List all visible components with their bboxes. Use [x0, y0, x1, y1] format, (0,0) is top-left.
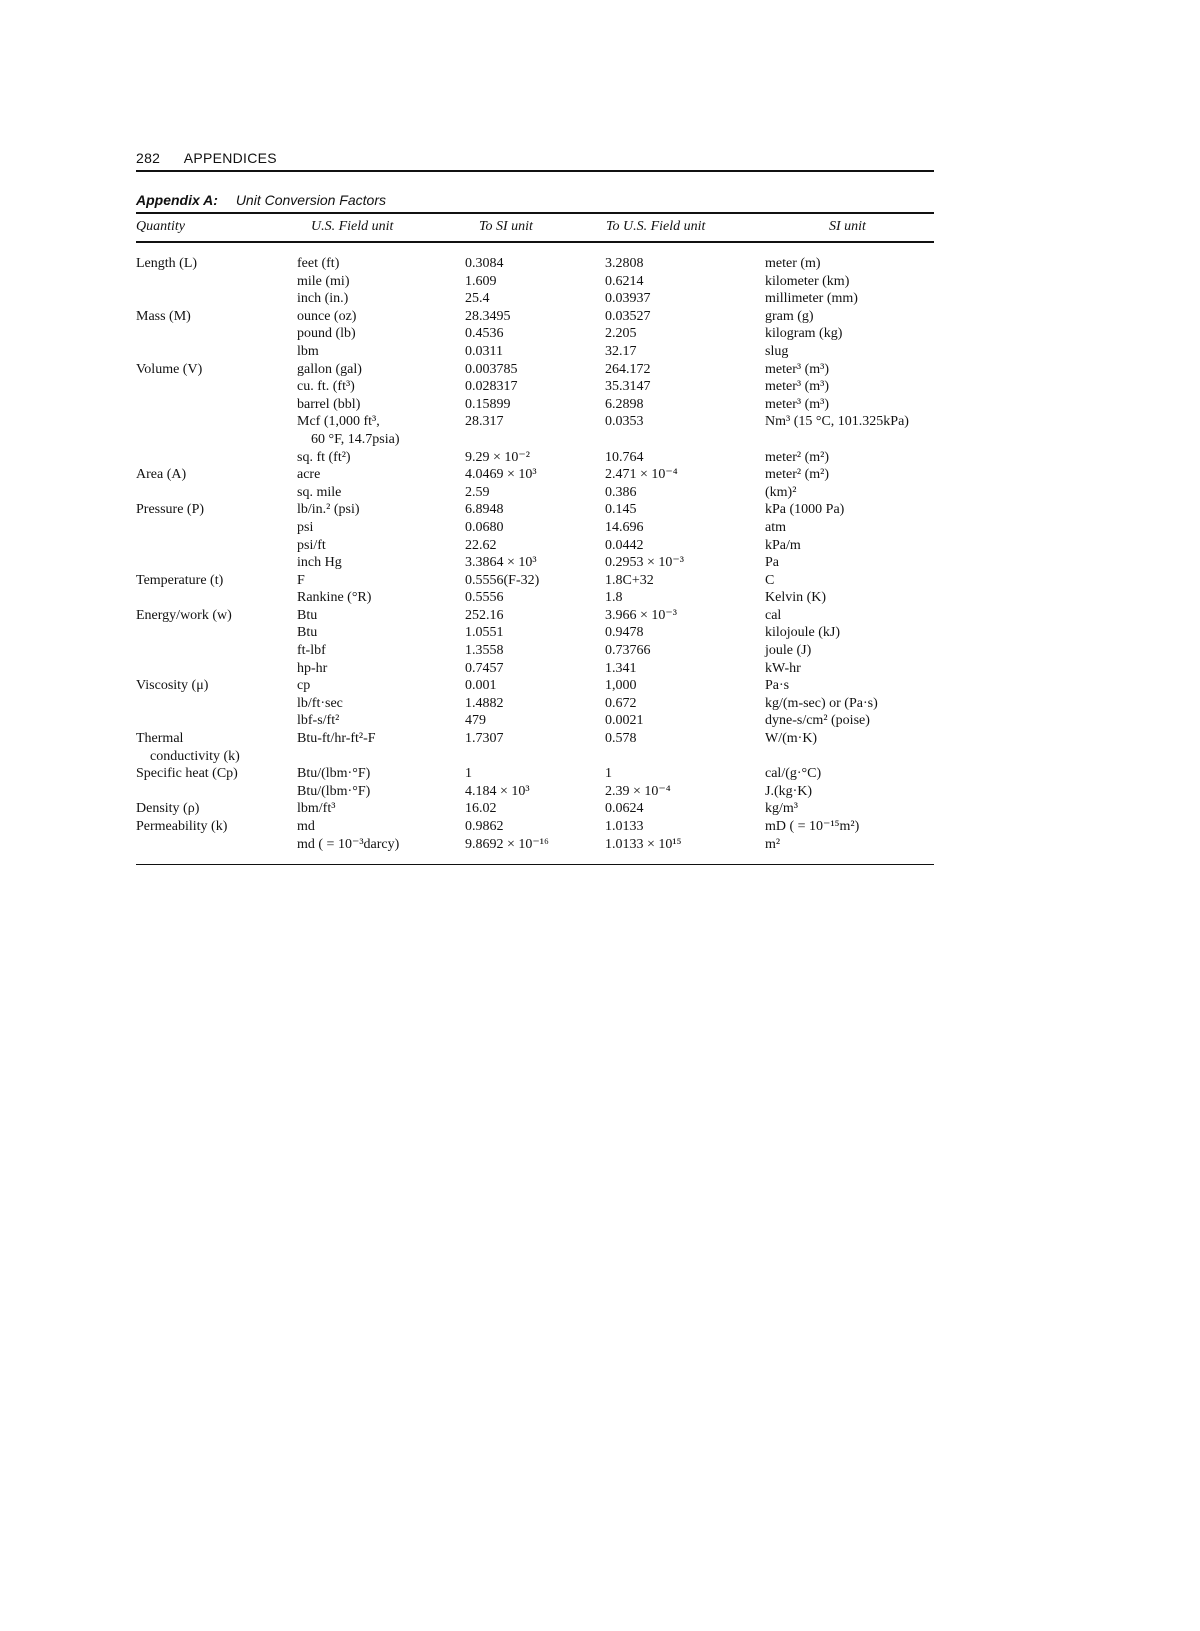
table-row [0, 537, 1200, 555]
us-field-unit-cell: barrel (bbl) [297, 396, 361, 412]
us-field-unit-cell: sq. mile [297, 484, 342, 500]
to-si-unit-cell: 1.3558 [465, 643, 504, 659]
us-field-unit-cell: gallon (gal) [297, 361, 362, 377]
to-us-field-unit-cell: 3.966 × 10⁻³ [605, 607, 677, 623]
si-unit-cell: meter³ (m³) [765, 396, 829, 412]
si-unit-cell: (km)² [765, 484, 797, 500]
us-field-unit-cell: lbm [297, 343, 319, 359]
to-si-unit-cell: 2.59 [465, 484, 490, 500]
table-row [0, 290, 1200, 308]
to-us-field-unit-cell: 10.764 [605, 449, 644, 465]
quantity-cell: conductivity (k) [150, 748, 240, 764]
to-si-unit-cell: 0.4536 [465, 326, 504, 342]
to-si-unit-cell: 0.7457 [465, 660, 504, 676]
quantity-cell: Volume (V) [136, 361, 203, 377]
us-field-unit-cell: psi [297, 519, 314, 535]
table-row [0, 413, 1200, 431]
us-field-unit-cell: hp-hr [297, 660, 328, 676]
to-si-unit-cell: 1.609 [465, 273, 497, 289]
to-us-field-unit-cell: 0.2953 × 10⁻³ [605, 555, 684, 571]
to-si-unit-cell: 9.8692 × 10⁻¹⁶ [465, 836, 549, 852]
us-field-unit-cell: Mcf (1,000 ft³, [297, 414, 380, 430]
to-si-unit-cell: 25.4 [465, 291, 490, 307]
to-si-unit-cell: 0.0311 [465, 343, 503, 359]
to-us-field-unit-cell: 32.17 [605, 343, 637, 359]
to-us-field-unit-cell: 0.145 [605, 502, 637, 518]
us-field-unit-cell: Btu [297, 607, 318, 623]
column-header-quantity: Quantity [136, 219, 185, 234]
table-bottom-rule [136, 864, 934, 865]
column-header-to-us-field-unit: To U.S. Field unit [606, 219, 706, 234]
to-si-unit-cell: 22.62 [465, 537, 497, 553]
to-us-field-unit-cell: 2.471 × 10⁻⁴ [605, 467, 678, 483]
header-rule [136, 170, 934, 172]
us-field-unit-cell: Btu-ft/hr-ft²-F [297, 731, 376, 747]
table-row [0, 308, 1200, 326]
to-si-unit-cell: 0.003785 [465, 361, 518, 377]
si-unit-cell: kg/m³ [765, 801, 798, 817]
table-row [0, 695, 1200, 713]
table-row [0, 273, 1200, 291]
to-si-unit-cell: 1.7307 [465, 731, 504, 747]
to-us-field-unit-cell: 2.205 [605, 326, 637, 342]
to-us-field-unit-cell: 1.8 [605, 590, 623, 606]
si-unit-cell: meter³ (m³) [765, 379, 829, 395]
table-title-text: Unit Conversion Factors [235, 192, 386, 208]
table-row [0, 484, 1200, 502]
to-us-field-unit-cell: 1.341 [605, 660, 637, 676]
table-row [0, 607, 1200, 625]
to-si-unit-cell: 1.4882 [465, 695, 504, 711]
si-unit-cell: Nm³ (15 °C, 101.325kPa) [765, 414, 909, 430]
si-unit-cell: kilometer (km) [765, 273, 850, 289]
si-unit-cell: J.(kg·K) [765, 783, 813, 799]
quantity-cell: Area (A) [136, 467, 187, 483]
si-unit-cell: Pa [765, 555, 779, 571]
to-us-field-unit-cell: 264.172 [605, 361, 651, 377]
to-us-field-unit-cell: 1.8C+32 [605, 572, 654, 588]
to-si-unit-cell: 252.16 [465, 607, 504, 623]
table-row [0, 624, 1200, 642]
si-unit-cell: C [765, 572, 775, 588]
table-title [136, 192, 386, 208]
to-si-unit-cell: 0.028317 [465, 379, 518, 395]
si-unit-cell: Kelvin (K) [765, 590, 827, 606]
to-si-unit-cell: 1 [465, 766, 472, 782]
to-us-field-unit-cell: 1 [605, 766, 612, 782]
si-unit-cell: kW-hr [765, 660, 801, 676]
to-us-field-unit-cell: 14.696 [605, 519, 644, 535]
us-field-unit-cell: cp [297, 678, 311, 694]
si-unit-cell: meter (m) [765, 256, 821, 271]
table-row [0, 800, 1200, 818]
to-us-field-unit-cell: 2.39 × 10⁻⁴ [605, 783, 671, 799]
us-field-unit-cell: psi/ft [297, 537, 326, 553]
to-us-field-unit-cell: 0.9478 [605, 625, 644, 641]
si-unit-cell: Pa·s [765, 678, 790, 694]
si-unit-cell: kg/(m-sec) or (Pa·s) [765, 695, 878, 711]
table-row [0, 748, 1200, 766]
table-row [0, 554, 1200, 572]
column-header-rule [136, 241, 934, 243]
table-row [0, 765, 1200, 783]
to-si-unit-cell: 0.9862 [465, 819, 504, 834]
si-unit-cell: millimeter (mm) [765, 291, 858, 307]
table-row [0, 818, 1200, 836]
si-unit-cell: cal [765, 607, 782, 623]
us-field-unit-cell: inch (in.) [297, 291, 349, 307]
si-unit-cell: meter³ (m³) [765, 361, 829, 377]
us-field-unit-cell: pound (lb) [297, 326, 356, 342]
us-field-unit-cell: lbm/ft³ [297, 801, 336, 817]
title-rule [136, 212, 934, 214]
quantity-cell: Specific heat (Cp) [136, 766, 238, 782]
to-si-unit-cell: 0.5556(F-32) [465, 572, 540, 588]
table-row [0, 589, 1200, 607]
us-field-unit-cell: cu. ft. (ft³) [297, 379, 355, 395]
to-us-field-unit-cell: 0.0353 [605, 414, 644, 430]
quantity-cell: Viscosity (μ) [136, 678, 209, 694]
table-row [0, 730, 1200, 748]
to-si-unit-cell: 479 [465, 713, 486, 729]
table-row [0, 660, 1200, 678]
us-field-unit-cell: lbf-s/ft² [297, 713, 340, 729]
si-unit-cell: meter² (m²) [765, 467, 829, 483]
table-row [0, 396, 1200, 414]
us-field-unit-cell: 60 °F, 14.7psia) [311, 431, 400, 447]
column-header-us-field-unit: U.S. Field unit [311, 219, 394, 234]
us-field-unit-cell: ounce (oz) [297, 308, 357, 324]
to-si-unit-cell: 0.5556 [465, 590, 504, 606]
to-us-field-unit-cell: 1.0133 [605, 819, 644, 834]
si-unit-cell: joule (J) [765, 643, 812, 659]
to-us-field-unit-cell: 0.0442 [605, 537, 644, 553]
table-row [0, 712, 1200, 730]
to-us-field-unit-cell: 1,000 [605, 678, 637, 694]
us-field-unit-cell: acre [297, 467, 321, 483]
us-field-unit-cell: ft-lbf [297, 643, 326, 659]
table-row [0, 677, 1200, 695]
to-si-unit-cell: 4.0469 × 10³ [465, 467, 537, 483]
si-unit-cell: kilogram (kg) [765, 326, 843, 342]
si-unit-cell: meter² (m²) [765, 449, 829, 465]
si-unit-cell: atm [765, 519, 786, 535]
table-row [0, 378, 1200, 396]
column-header-to-si-unit: To SI unit [479, 219, 533, 234]
page-number: 282 [136, 150, 161, 166]
to-si-unit-cell: 6.8948 [465, 502, 504, 518]
to-us-field-unit-cell: 0.386 [605, 484, 637, 500]
to-us-field-unit-cell: 6.2898 [605, 396, 644, 412]
to-us-field-unit-cell: 0.73766 [605, 643, 651, 659]
us-field-unit-cell: lb/in.² (psi) [297, 502, 360, 518]
us-field-unit-cell: md ( = 10⁻³darcy) [297, 836, 400, 852]
si-unit-cell: cal/(g·°C) [765, 766, 822, 782]
column-header-si-unit: SI unit [829, 219, 866, 234]
to-us-field-unit-cell: 35.3147 [605, 379, 651, 395]
table-row [0, 836, 1200, 854]
us-field-unit-cell: feet (ft) [297, 256, 340, 271]
to-us-field-unit-cell: 1.0133 × 10¹⁵ [605, 836, 682, 852]
si-unit-cell: slug [765, 343, 789, 359]
table-body [0, 255, 1200, 853]
quantity-cell: Permeability (k) [136, 819, 228, 834]
si-unit-cell: kPa (1000 Pa) [765, 502, 845, 518]
table-row [0, 501, 1200, 519]
quantity-cell: Density (ρ) [136, 801, 200, 817]
to-us-field-unit-cell: 0.0021 [605, 713, 644, 729]
quantity-cell: Energy/work (w) [136, 607, 232, 623]
us-field-unit-cell: Btu/(lbm·°F) [297, 783, 371, 799]
table-row [0, 642, 1200, 660]
quantity-cell: Pressure (P) [136, 502, 205, 518]
table-row [0, 361, 1200, 379]
quantity-cell: Thermal [136, 731, 184, 747]
to-si-unit-cell: 3.3864 × 10³ [465, 555, 537, 571]
section-title: APPENDICES [183, 150, 277, 166]
table-row [0, 431, 1200, 449]
to-si-unit-cell: 16.02 [465, 801, 497, 817]
us-field-unit-cell: lb/ft·sec [297, 695, 343, 711]
to-si-unit-cell: 9.29 × 10⁻² [465, 449, 530, 465]
us-field-unit-cell: inch Hg [297, 555, 342, 571]
quantity-cell: Mass (M) [136, 308, 191, 324]
us-field-unit-cell: Rankine (°R) [297, 590, 372, 606]
si-unit-cell: gram (g) [765, 308, 814, 324]
si-unit-cell: dyne-s/cm² (poise) [765, 713, 870, 729]
si-unit-cell: W/(m·K) [765, 731, 818, 747]
us-field-unit-cell: md [297, 819, 315, 834]
us-field-unit-cell: sq. ft (ft²) [297, 449, 351, 465]
to-si-unit-cell: 0.0680 [465, 519, 504, 535]
to-si-unit-cell: 0.001 [465, 678, 497, 694]
quantity-cell: Length (L) [136, 256, 198, 271]
si-unit-cell: kPa/m [765, 537, 801, 553]
to-si-unit-cell: 0.3084 [465, 256, 504, 271]
table-row [0, 783, 1200, 801]
to-us-field-unit-cell: 3.2808 [605, 256, 644, 271]
to-si-unit-cell: 28.3495 [465, 308, 511, 324]
to-us-field-unit-cell: 0.0624 [605, 801, 644, 817]
page-header [136, 150, 934, 166]
to-si-unit-cell: 1.0551 [465, 625, 504, 641]
table-label: Appendix A: [136, 192, 218, 208]
table-row [0, 449, 1200, 467]
us-field-unit-cell: Btu/(lbm·°F) [297, 766, 371, 782]
table-row [0, 466, 1200, 484]
table-row [0, 519, 1200, 537]
table-row [0, 255, 1200, 273]
table-row [0, 572, 1200, 590]
to-us-field-unit-cell: 0.6214 [605, 273, 644, 289]
table-row [0, 343, 1200, 361]
si-unit-cell: mD ( = 10⁻¹⁵m²) [765, 819, 860, 834]
to-us-field-unit-cell: 0.03937 [605, 291, 651, 307]
quantity-cell: Temperature (t) [136, 572, 224, 588]
us-field-unit-cell: mile (mi) [297, 273, 350, 289]
to-us-field-unit-cell: 0.672 [605, 695, 637, 711]
to-si-unit-cell: 28.317 [465, 414, 504, 430]
to-us-field-unit-cell: 0.03527 [605, 308, 651, 324]
us-field-unit-cell: Btu [297, 625, 318, 641]
table-row [0, 325, 1200, 343]
si-unit-cell: m² [765, 836, 781, 852]
us-field-unit-cell: F [297, 572, 305, 588]
to-si-unit-cell: 4.184 × 10³ [465, 783, 530, 799]
to-us-field-unit-cell: 0.578 [605, 731, 637, 747]
si-unit-cell: kilojoule (kJ) [765, 625, 841, 641]
to-si-unit-cell: 0.15899 [465, 396, 511, 412]
